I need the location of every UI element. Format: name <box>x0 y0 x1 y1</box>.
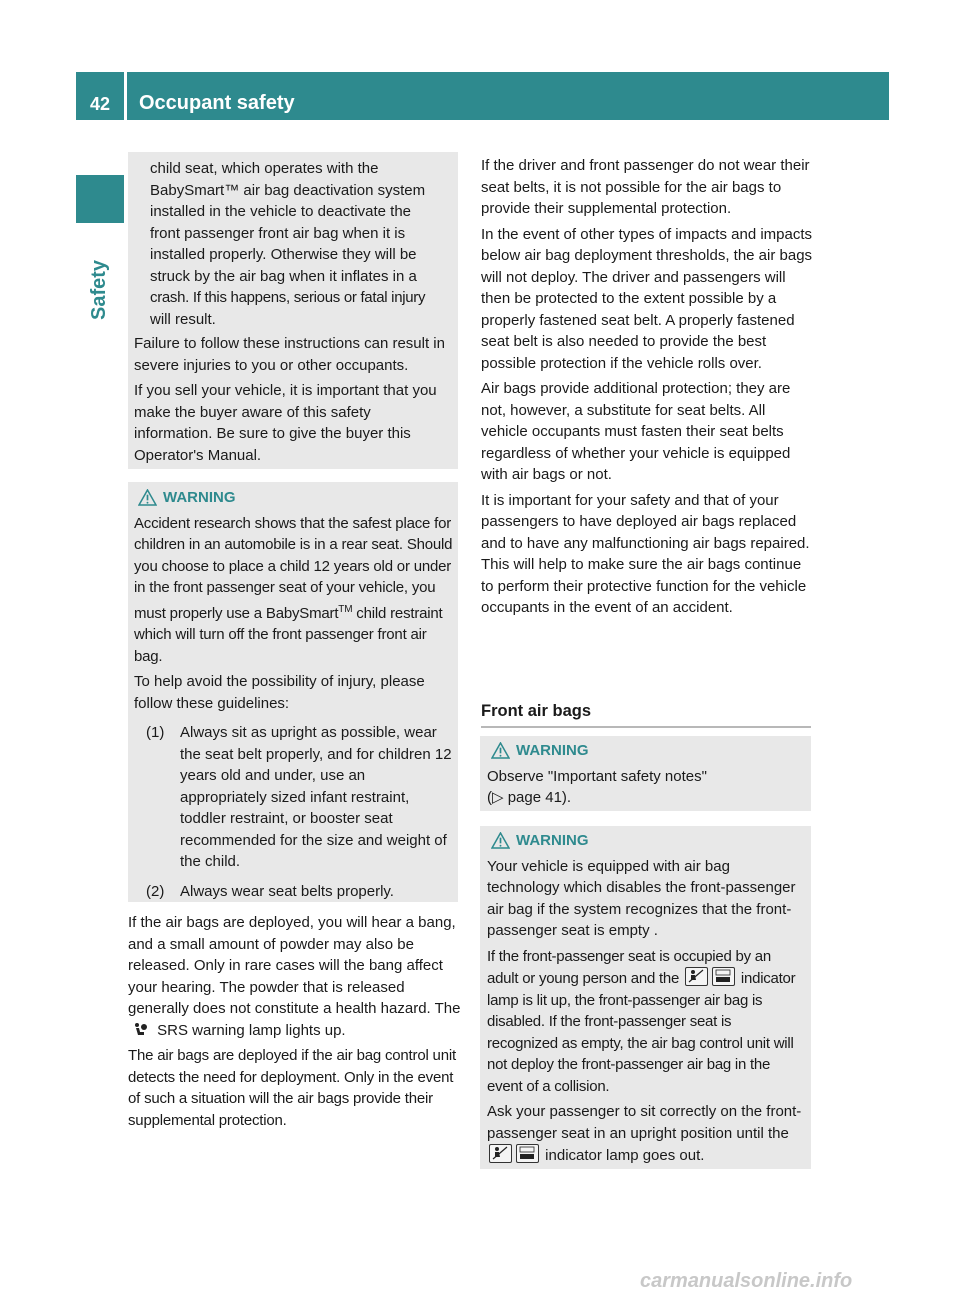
sidebar-tab-block <box>76 175 124 223</box>
body-text-col1 <box>128 912 461 1135</box>
pass-airbag-off-indicator-icon <box>712 967 735 986</box>
paragraph <box>487 1101 806 1167</box>
section-heading: Front air bags <box>481 702 811 728</box>
text: Ask your passenger to sit correctly on the front-passenger seat in an upright position until the <box>487 1103 802 1142</box>
list-text: Always wear seat belts properly. <box>180 882 394 900</box>
list-text: Always sit as upright as possible, wear the seat belt properly, and for children 12 years old and under, use an appropriately sized infant restraint, toddler restraint, or booster seat recommended for the size and weight of the child. <box>180 724 452 870</box>
cont-line: will result. <box>150 310 216 328</box>
warning-box-passenger-airbag <box>480 826 811 1169</box>
text: SRS warning lamp lights up. <box>157 1021 346 1039</box>
warning-box-children <box>128 482 458 902</box>
text: If the air bags are deployed, you will hear a bang, and a small amount of powder may also be released. Only in rare cases will the bang affect your hearing. The powder that is released generally does not constitute a health hazard. The <box>128 914 461 1017</box>
paragraph: Observe "Important safety notes" <box>487 767 707 785</box>
text: child restraint which will turn off the front passenger front air bag. <box>134 604 443 665</box>
page-number: 42 <box>89 94 111 114</box>
warning-triangle-icon <box>491 742 510 759</box>
list-number: (2) <box>146 882 165 900</box>
cont-line: installed properly. Otherwise they will be <box>150 246 417 263</box>
cont-line: front passenger front air bag when it is <box>150 224 406 242</box>
cont-line: struck by the air bag when it inflates in a <box>150 267 417 285</box>
text: If the front-passenger seat is occupied by an adult or young person and the <box>487 947 771 987</box>
paragraph <box>487 946 806 1098</box>
text: indicator lamp is lit up, the front-passenger air bag is disabled. If the front-passenger seat is recognized as empty, the air bag control unit will not deploy the front-passenger air bag in the event of a collision. <box>487 970 796 1095</box>
passenger-airbag-off-icon <box>489 1144 512 1163</box>
text: Accident research shows that the safest place for children in an automobile is in a rear seat. Should you choose to place a child 12 years old or under in the front passenger seat of your vehicle, you must properly use a BabySmart <box>134 514 453 622</box>
warning-label: WARNING <box>163 489 236 506</box>
paragraph: Your vehicle is equipped with air bag technology which disables the front-passenger air bag if the system recognizes that the front-passenger seat is empty . <box>487 857 796 939</box>
list-item <box>134 722 453 873</box>
warning-heading <box>487 830 806 852</box>
warning-box-safety-notes <box>480 736 811 811</box>
header-divider <box>124 72 127 120</box>
warning-label: WARNING <box>516 832 589 849</box>
paragraph: In the event of other types of impacts and impacts below air bag deployment thresholds, the air bags will not deploy. The driver and passengers will then be protected to the extent possible by a properly fastened seat belt. A properly fastened seat belt is also needed to provide the best possible protection if the vehicle rolls over. <box>481 225 813 372</box>
continued-warning-box <box>128 152 458 469</box>
cont-line: installed in the vehicle to deactivate the <box>150 203 411 220</box>
passenger-airbag-off-icon <box>685 967 708 986</box>
warning-label: WARNING <box>516 742 589 759</box>
cont-line: BabySmart™ air bag deactivation system <box>150 181 426 199</box>
pass-airbag-off-indicator-icon <box>516 1144 539 1163</box>
sidebar-divider <box>124 120 127 1220</box>
text: indicator lamp goes out. <box>545 1147 705 1164</box>
watermark: carmanualsonline.info <box>640 1270 853 1292</box>
page-title: Occupant safety <box>139 92 295 114</box>
paragraph: To help avoid the possibility of injury, please follow these guidelines: <box>134 673 425 712</box>
paragraph <box>128 912 461 1041</box>
paragraph <box>134 513 453 668</box>
continued-warning-text <box>134 158 453 330</box>
warning-triangle-icon <box>491 832 510 849</box>
body-text-col2 <box>481 155 813 623</box>
paragraph: If the driver and front passenger do not wear their seat belts, it is not possible for the air bags to provide their supplemental protection. <box>481 157 810 217</box>
sidebar-section-label: Safety <box>88 259 110 320</box>
cont-line: child seat, which operates with the <box>150 160 379 177</box>
paragraph: The air bags are deployed if the air bag control unit detects the need for deployment. Only in the event of such a situation will the air bags provide their supplemental protection. <box>128 1047 456 1129</box>
paragraph: Air bags provide additional protection; they are not, however, a substitute for seat belts. All vehicle occupants must fasten their seat belts regardless of whether your vehicle is equipped with air bags or not. <box>481 380 791 483</box>
list-item <box>134 881 453 903</box>
srs-warning-lamp-icon <box>130 1021 151 1038</box>
warning-triangle-icon <box>138 489 157 506</box>
page-reference-link[interactable]: (▷ page 41). <box>487 789 572 806</box>
warning-heading <box>487 740 806 762</box>
trademark: TM <box>338 603 353 615</box>
warning-heading <box>134 487 453 509</box>
paragraph: Failure to follow these instructions can result in severe injuries to you or other occupants. <box>134 335 445 374</box>
paragraph: It is important for your safety and that of your passengers to have deployed air bags replaced and to have any malfunctioning air bags repaired. This will help to make sure the air bags continue to perform their protective function for the vehicle occupants in the event of an accident. <box>481 491 810 616</box>
list-number: (1) <box>146 724 165 741</box>
paragraph: If you sell your vehicle, it is important that you make the buyer aware of this safety information. Be sure to give the buyer this Operator's Manual. <box>134 382 437 464</box>
cont-line: crash. If this happens, serious or fatal injury <box>150 289 426 306</box>
